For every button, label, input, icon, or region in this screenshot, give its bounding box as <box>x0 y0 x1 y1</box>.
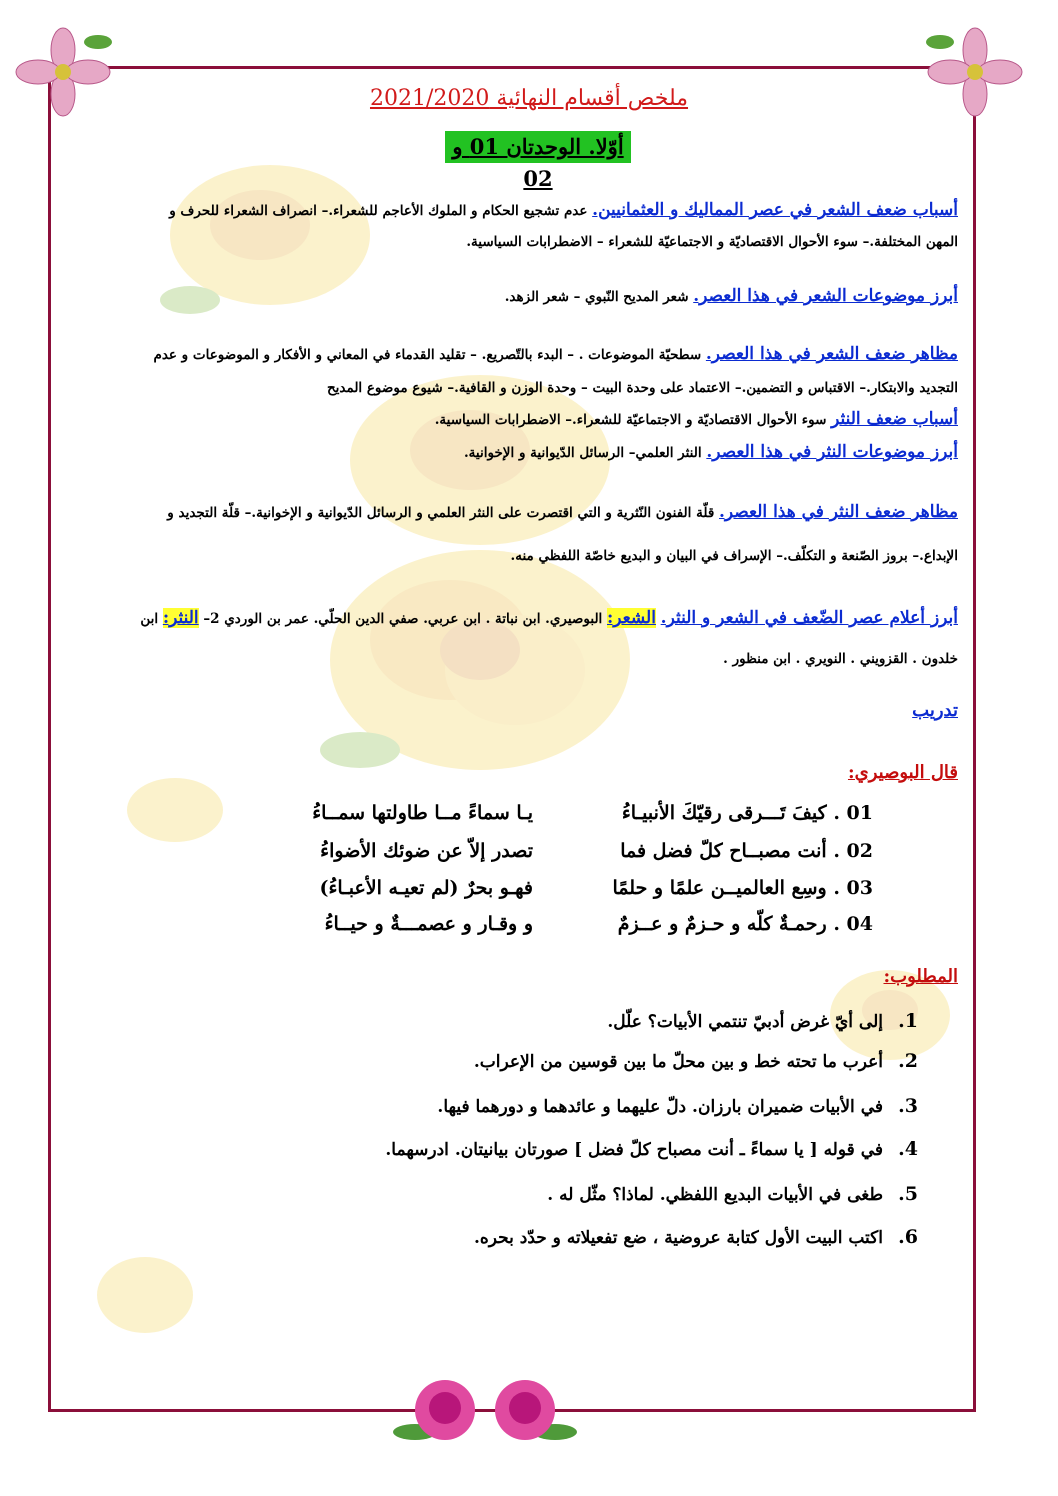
verse-first-hemistich: أنت مصبــاح كلّ فضل فما <box>620 840 827 862</box>
question-number: 5. <box>898 1183 918 1205</box>
prose-label: النثر: <box>162 608 199 628</box>
verse-second-hemistich: يـا سماءً مــا طاولتها سمــاءُ <box>312 802 533 824</box>
section-prose-weakness-causes <box>435 409 958 429</box>
verse-number: 03 . <box>833 877 873 899</box>
verse-right <box>622 802 873 824</box>
section-figures <box>140 608 958 628</box>
section-text: النثر العلمي– الرسائل الدّيوانية و الإخوانية. <box>463 445 702 461</box>
question-number: 2. <box>898 1050 918 1072</box>
verse-first-hemistich: رحمـةٌ كلّه و حـزمٌ و عــزمٌ <box>617 913 827 935</box>
section-prose-topics <box>464 442 958 462</box>
verse-right <box>618 913 873 935</box>
verse-second-hemistich: فهـو بحرٌ (لم تعيـه الأعبـاءُ) <box>319 877 533 899</box>
verse-right <box>620 840 873 862</box>
section-prose-weakness-aspects <box>167 502 958 522</box>
section-poetry-weakness-aspects <box>153 344 958 364</box>
section-heading: مظاهر ضعف الشعر في هذا العصر. <box>705 344 958 364</box>
section-text: شعر المديح النّبوي – شعر الزهد. <box>504 289 689 305</box>
question-text: إلى أيّ غرض أدبيّ تنتمي الأبيات؟ علّل. <box>607 1012 883 1032</box>
verse-second-hemistich: تصدر إلاّ عن ضوئك الأضواءُ <box>320 840 533 862</box>
question-text: في قوله [ يا سماءً ـ أنت مصباح كلّ فضل ] صورتان بيانيتان. ادرسهما. <box>385 1140 883 1160</box>
verse-number: 01 . <box>833 802 873 824</box>
section-heading: أسباب ضعف النثر <box>831 409 958 429</box>
question-number: 3. <box>898 1095 918 1117</box>
section-text-line: خلدون . القزويني . النويري . ابن منظور . <box>723 651 958 667</box>
question-number: 4. <box>898 1138 918 1160</box>
section-heading: أسباب ضعف الشعر في عصر المماليك و العثمانيين. <box>592 200 958 220</box>
section-heading: أبرز أعلام عصر الضّعف في الشعر و النثر. <box>660 608 958 628</box>
section-text-line: المهن المختلفة.– سوء الأحوال الاقتصاديّة و الاجتماعيّة للشعراء – الاضطرابات السياسية. <box>466 234 958 250</box>
section-heading: أبرز موضوعات الشعر في هذا العصر. <box>693 286 958 306</box>
unit-label: أوّلا. الوحدتان 01 و 02 <box>445 131 631 163</box>
section-text: سطحيّة الموضوعات . – البدء بالتّصريع. – تقليد القدماء في المعاني و الأفكار و الموضوعات و عدم <box>153 347 702 363</box>
poet-heading: قال البوصيري: <box>847 762 958 783</box>
question-number: 1. <box>898 1010 918 1032</box>
verse-number: 04 . <box>833 913 873 935</box>
poetry-label: الشعر: <box>607 608 656 628</box>
page-title: ملخص أقسام النهائية 2021/2020 <box>369 86 689 111</box>
section-text-line: التجديد والابتكار.– الاقتباس و التضمين.– الاعتماد على وحدة البيت – وحدة الوزن و القافية.– شيوع موضوع المديح <box>326 380 958 396</box>
section-heading: أبرز موضوعات النثر في هذا العصر. <box>706 442 958 462</box>
exercise-heading: تدريب <box>912 700 958 721</box>
section-text-line: الإبداع.– بروز الصّنعة و التكلّف.– الإسراف في البيان و البديع خاصّة اللفظي منه. <box>510 548 958 564</box>
verse-first-hemistich: كيفَ تَـــرقى رقيّكَ الأنبيـاءُ <box>621 802 827 824</box>
question-text: في الأبيات ضميران بارزان. دلّ عليهما و عائدهما و دورهما فيها. <box>437 1097 883 1117</box>
verse-right <box>613 877 874 899</box>
verse-first-hemistich: وسِع العالميــن علمًا و حلمًا <box>612 877 827 899</box>
question-number: 6. <box>898 1226 918 1248</box>
verse-second-hemistich: و وقـار و عصمـــةٌ و حيــاءُ <box>324 913 533 935</box>
section-text: قلّة الفنون النّثرية و التي اقتصرت على النثر العلمي و الرسائل الدّيوانية و الإخوانية.– قلّة التجديد و <box>167 505 715 521</box>
prose-text: ابن <box>140 611 159 627</box>
section-text: سوء الأحوال الاقتصاديّة و الاجتماعيّة للشعراء.– الاضطرابات السياسية. <box>434 412 827 428</box>
question-text: اكتب البيت الأول كتابة عروضية ، ضع تفعيلاته و حدّد بحره. <box>473 1228 883 1248</box>
section-poetry-topics <box>505 286 958 306</box>
question-text: طغى في الأبيات البديع اللفظي. لماذا؟ مثّل له . <box>547 1185 883 1205</box>
verse-number: 02 . <box>833 840 873 862</box>
question-text: أعرب ما تحته خط و بين محلّ ما بين قوسين من الإعراب. <box>473 1052 883 1072</box>
required-heading: المطلوب: <box>883 966 958 987</box>
section-heading: مظاهر ضعف النثر في هذا العصر. <box>719 502 958 522</box>
poetry-text: البوصيري. ابن نباتة . ابن عربي. صفي الدين الحلّي. عمر بن الوردي 2– <box>203 611 603 627</box>
section-text: عدم تشجيع الحكام و الملوك الأعاجم للشعراء.– انصراف الشعراء للحرف و <box>169 203 588 219</box>
section-poetry-weakness-causes <box>169 200 958 220</box>
